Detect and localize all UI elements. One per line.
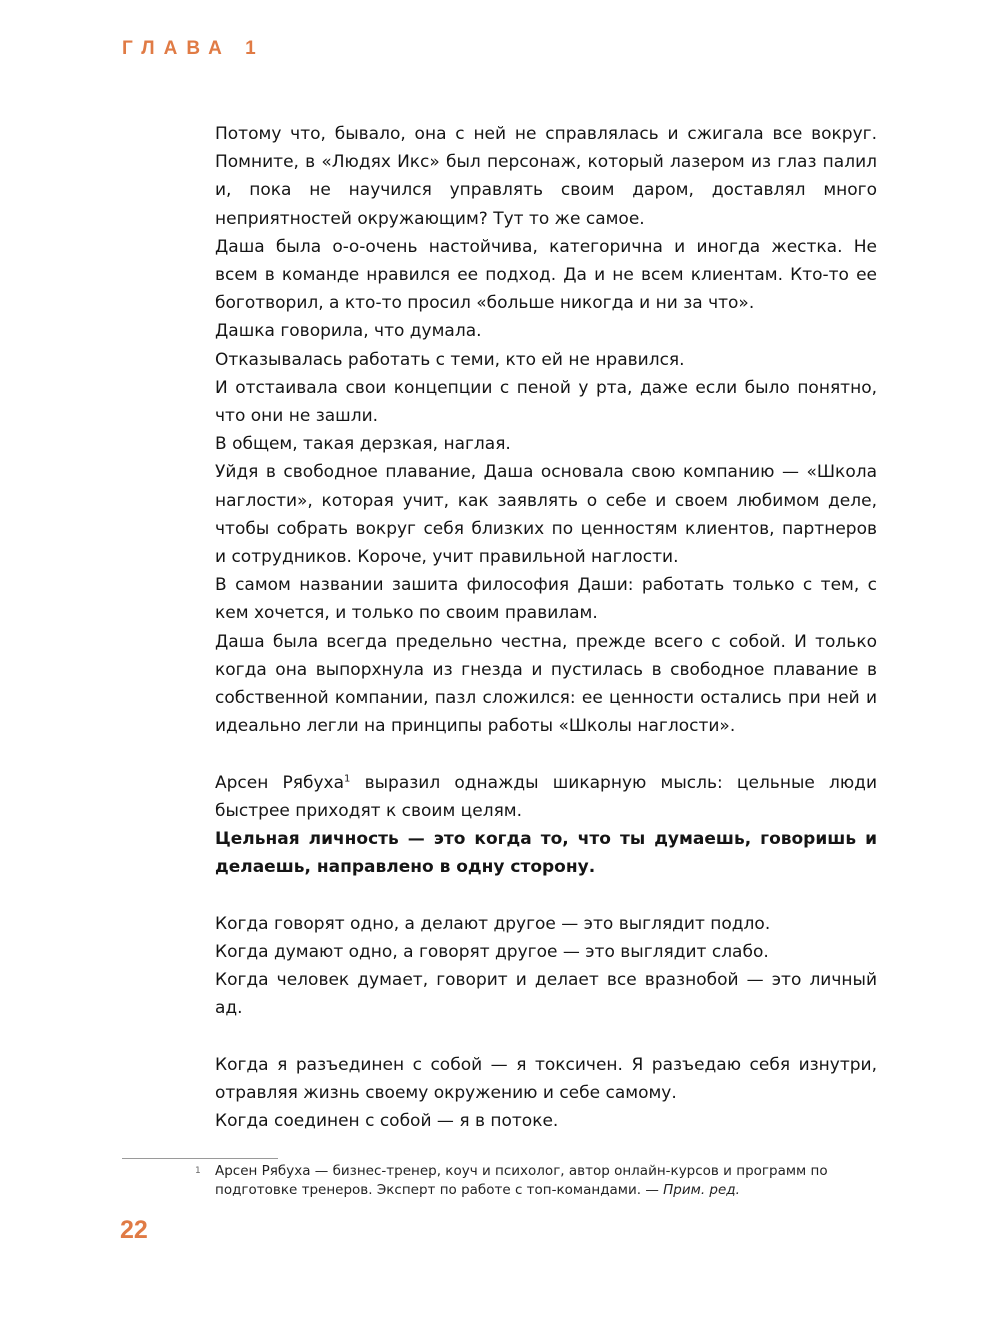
paragraph: Дашка говорила, что думала. bbox=[215, 321, 482, 342]
bold-statement: Цельная личность — это когда то, что ты думаешь, говоришь и делаешь, направлено в одну сторону. bbox=[215, 829, 877, 878]
final-line: Когда соединен с собой — я в потоке. bbox=[215, 1111, 559, 1132]
paragraph: И отстаивала свои концепции с пеной у рта, даже если было понятно, что они не зашли. bbox=[215, 377, 877, 427]
editor-note: Прим. ред. bbox=[663, 1182, 740, 1198]
footnote-divider bbox=[122, 1158, 278, 1159]
when-line: Когда говорят одно, а делают другое — это выглядит подло. bbox=[215, 913, 771, 934]
arsen-name: Арсен Рябуха bbox=[215, 772, 345, 793]
final-line: Когда я разъединен с собой — я токсичен. Я разъедаю себя изнутри, отравляя жизнь своему окружению и себе самому. bbox=[215, 1054, 877, 1103]
paragraph: В самом названии зашита философия Даши: работать только с тем, с кем хочется, и только по своим правилам. bbox=[215, 575, 877, 624]
page-number: 22 bbox=[120, 1216, 148, 1244]
paragraph: В общем, такая дерзкая, наглая. bbox=[215, 434, 511, 455]
paragraph: Уйдя в свободное плавание, Даша основала свою компанию — «Школа наглости», которая учит, как заявлять о себе и своем любимом деле, чтобы собрать вокруг себя близких по ценностям клиентов, партнеров и сотрудников. Короче, учит правильной наглости. bbox=[215, 462, 877, 568]
when-line: Когда думают одно, а говорят другое — это выглядит слабо. bbox=[215, 941, 769, 962]
when-line: Когда человек думает, говорит и делает все вразнобой — это личный ад. bbox=[215, 970, 877, 1019]
paragraph-gap bbox=[215, 1022, 877, 1050]
paragraph: Даша была всегда предельно честна, прежде всего с собой. И только когда она выпорхнула из гнезда и пустилась в свободное плавание в собственной компании, пазл сложился: ее ценности остались при ней и идеально легли на принципы работы «Школы наглости». bbox=[215, 631, 877, 737]
paragraph: Даша была о-о-очень настойчива, категорична и иногда жестка. Не всем в команде нравился ее подход. Да и не всем клиентам. Кто-то ее боготворил, а кто-то просил «больше никогда и ни за что». bbox=[215, 236, 877, 314]
paragraph-gap bbox=[215, 881, 877, 909]
footnote-reference[interactable]: 1 bbox=[344, 773, 351, 784]
chapter-header: ГЛАВА 1 bbox=[122, 38, 265, 59]
paragraph: Потому что, бывало, она с ней не справлялась и сжигала все вокруг. Помните, в «Людях Икс» был персонаж, который лазером из глаз палил и, пока не научился управлять своим даром, доставлял много неприятностей окружающим? Тут то же самое. bbox=[215, 124, 877, 229]
footnote-number: 1 bbox=[195, 1166, 201, 1176]
arsen-quote: выразил однажды шикарную мысль: цельные люди быстрее приходят к своим целям. bbox=[215, 772, 877, 821]
paragraph: Отказывалась работать с теми, кто ей не нравился. bbox=[215, 349, 685, 370]
main-text bbox=[215, 120, 877, 1135]
footnote bbox=[195, 1162, 877, 1200]
paragraph-gap bbox=[215, 740, 877, 768]
arsen-paragraph bbox=[215, 769, 877, 825]
footnote-text: Арсен Рябуха — бизнес-тренер, коуч и психолог, автор онлайн-курсов и программ по подготовке тренеров. Эксперт по работе с топ-командами. — bbox=[215, 1163, 828, 1198]
